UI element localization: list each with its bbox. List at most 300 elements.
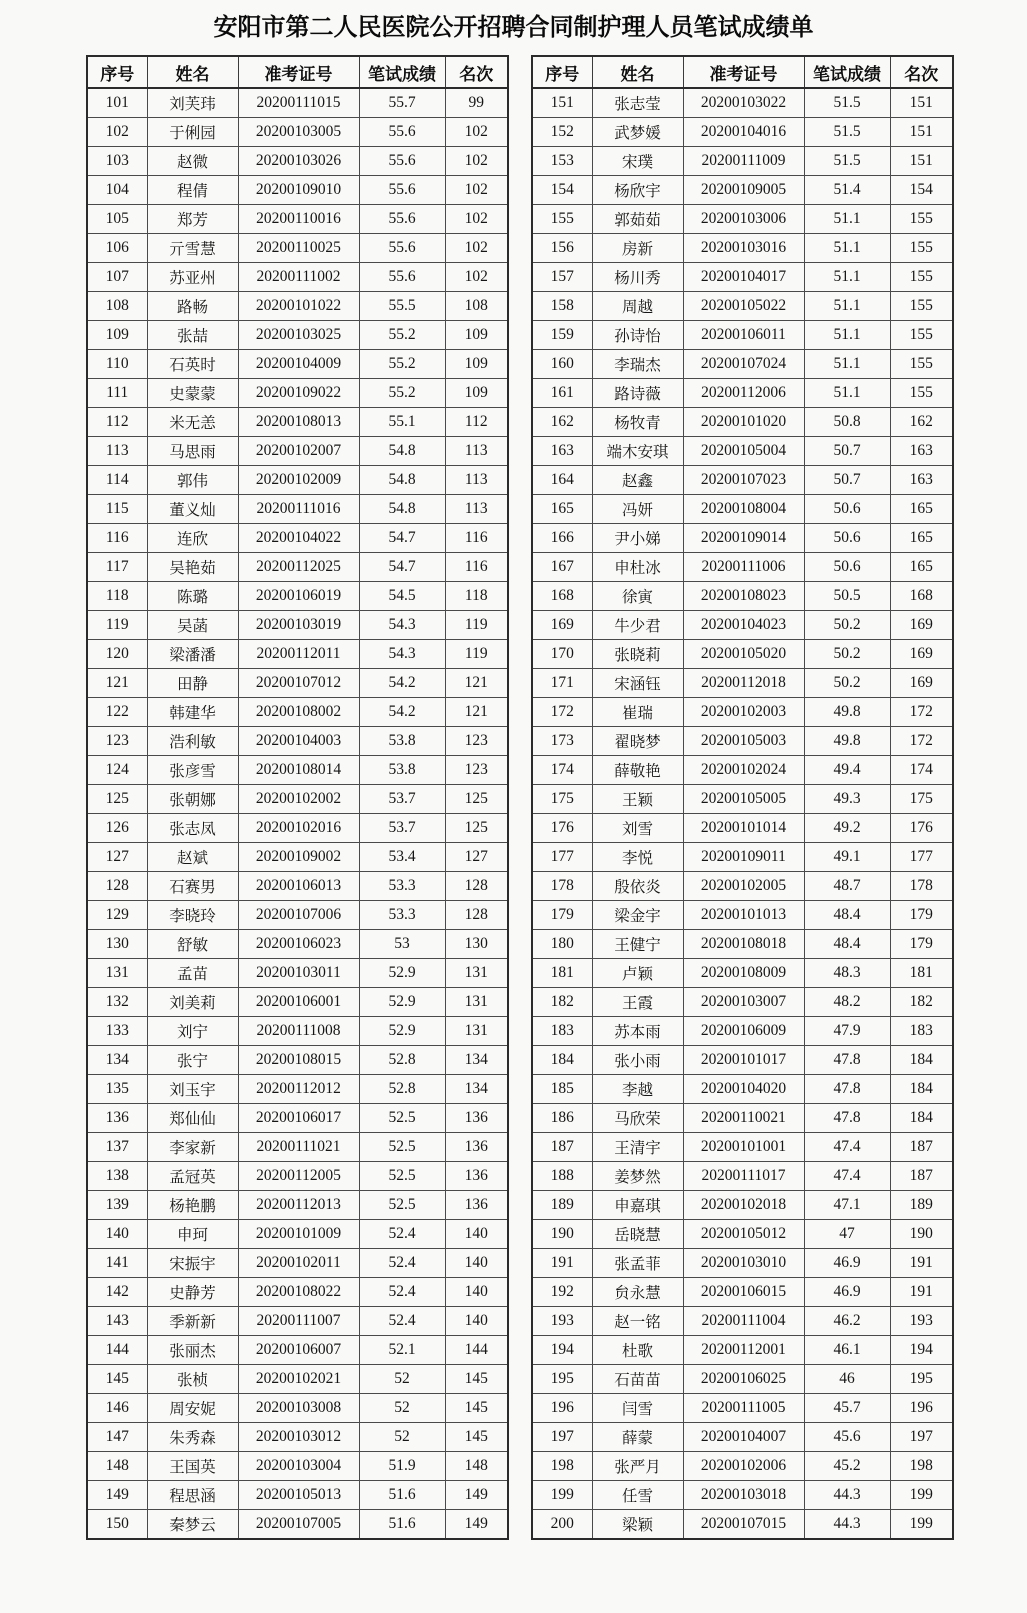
cell-ticket: 20200105022 [683,292,804,321]
cell-ticket: 20200102005 [683,872,804,901]
cell-ticket: 20200104007 [683,1423,804,1452]
cell-score: 55.2 [359,321,445,350]
cell-number: 180 [532,930,592,959]
cell-score: 49.2 [804,814,890,843]
score-table-left-header [87,56,508,88]
cell-name: 孙诗怡 [592,321,683,350]
cell-rank: 145 [445,1423,508,1452]
cell-rank: 144 [445,1336,508,1365]
cell-name: 王颖 [592,785,683,814]
page-title: 安阳市第二人民医院公开招聘合同制护理人员笔试成绩单 [213,14,814,41]
cell-name: 杨艳鹏 [147,1191,238,1220]
cell-number: 146 [87,1394,147,1423]
cell-rank: 148 [445,1452,508,1481]
cell-rank: 123 [445,756,508,785]
cell-ticket: 20200102016 [238,814,359,843]
cell-name: 李晓玲 [147,901,238,930]
cell-number: 154 [532,176,592,205]
table-row [87,959,508,988]
cell-score: 54.7 [359,553,445,582]
cell-ticket: 20200101013 [683,901,804,930]
cell-ticket: 20200102003 [683,698,804,727]
cell-number: 168 [532,582,592,611]
table-row [87,756,508,785]
cell-rank: 182 [890,988,953,1017]
cell-score: 52.8 [359,1075,445,1104]
cell-name: 马欣荣 [592,1104,683,1133]
table-row [87,1046,508,1075]
cell-ticket: 20200111016 [238,495,359,524]
cell-score: 48.4 [804,930,890,959]
cell-rank: 165 [890,495,953,524]
cell-score: 51.1 [804,350,890,379]
header-row [87,56,508,88]
table-row [87,205,508,234]
cell-score: 53.7 [359,785,445,814]
cell-number: 177 [532,843,592,872]
cell-number: 181 [532,959,592,988]
cell-score: 51.1 [804,321,890,350]
cell-ticket: 20200104017 [683,263,804,292]
cell-score: 47.4 [804,1133,890,1162]
cell-name: 申嘉琪 [592,1191,683,1220]
table-row [532,553,953,582]
cell-number: 131 [87,959,147,988]
cell-name: 李家新 [147,1133,238,1162]
cell-score: 55.2 [359,350,445,379]
cell-rank: 163 [890,466,953,495]
cell-rank: 121 [445,698,508,727]
cell-score: 55.6 [359,234,445,263]
cell-score: 54.2 [359,698,445,727]
cell-rank: 172 [890,698,953,727]
cell-name: 亓雪慧 [147,234,238,263]
cell-number: 153 [532,147,592,176]
cell-score: 47.9 [804,1017,890,1046]
cell-number: 150 [87,1510,147,1540]
cell-name: 申珂 [147,1220,238,1249]
cell-rank: 102 [445,118,508,147]
cell-name: 赵一铭 [592,1307,683,1336]
cell-name: 徐寅 [592,582,683,611]
cell-number: 178 [532,872,592,901]
cell-rank: 136 [445,1162,508,1191]
cell-score: 55.6 [359,263,445,292]
cell-rank: 155 [890,379,953,408]
cell-ticket: 20200107012 [238,669,359,698]
cell-rank: 113 [445,495,508,524]
cell-ticket: 20200103018 [683,1481,804,1510]
cell-rank: 102 [445,147,508,176]
table-row [532,1133,953,1162]
table-row [532,1394,953,1423]
cell-number: 143 [87,1307,147,1336]
cell-name: 李越 [592,1075,683,1104]
cell-number: 184 [532,1046,592,1075]
cell-ticket: 20200112005 [238,1162,359,1191]
cell-score: 46.9 [804,1249,890,1278]
cell-ticket: 20200109010 [238,176,359,205]
cell-score: 48.3 [804,959,890,988]
cell-rank: 149 [445,1510,508,1540]
cell-number: 174 [532,756,592,785]
cell-number: 111 [87,379,147,408]
cell-name: 姜梦然 [592,1162,683,1191]
cell-number: 104 [87,176,147,205]
table-row [532,727,953,756]
cell-name: 赵微 [147,147,238,176]
cell-number: 122 [87,698,147,727]
cell-score: 47.8 [804,1046,890,1075]
table-row [87,379,508,408]
cell-ticket: 20200111008 [238,1017,359,1046]
cell-score: 50.7 [804,437,890,466]
cell-number: 140 [87,1220,147,1249]
column-header-ticket: 准考证号 [683,56,804,88]
cell-number: 159 [532,321,592,350]
cell-name: 王健宁 [592,930,683,959]
cell-rank: 199 [890,1481,953,1510]
cell-rank: 131 [445,1017,508,1046]
table-row [532,263,953,292]
cell-number: 124 [87,756,147,785]
cell-ticket: 20200103005 [238,118,359,147]
cell-score: 53.3 [359,901,445,930]
cell-score: 55.1 [359,408,445,437]
cell-ticket: 20200103010 [683,1249,804,1278]
cell-name: 宋涵钰 [592,669,683,698]
cell-name: 刘美莉 [147,988,238,1017]
cell-rank: 140 [445,1220,508,1249]
table-row [532,234,953,263]
table-row [87,1162,508,1191]
table-row [532,930,953,959]
table-row [87,1220,508,1249]
score-table-left [86,55,509,1540]
cell-score: 53.8 [359,727,445,756]
cell-rank: 102 [445,263,508,292]
table-row [532,1307,953,1336]
table-row [532,1423,953,1452]
table-row [532,1075,953,1104]
table-row [532,350,953,379]
cell-rank: 155 [890,350,953,379]
cell-rank: 184 [890,1104,953,1133]
cell-ticket: 20200103016 [683,234,804,263]
cell-ticket: 20200106013 [238,872,359,901]
cell-rank: 154 [890,176,953,205]
table-row [87,88,508,118]
cell-number: 173 [532,727,592,756]
cell-ticket: 20200105003 [683,727,804,756]
cell-number: 190 [532,1220,592,1249]
score-table-right [531,55,954,1540]
cell-ticket: 20200102018 [683,1191,804,1220]
cell-rank: 123 [445,727,508,756]
cell-rank: 112 [445,408,508,437]
cell-score: 52.5 [359,1133,445,1162]
table-row [87,1133,508,1162]
cell-number: 176 [532,814,592,843]
table-row [87,350,508,379]
cell-rank: 179 [890,901,953,930]
cell-score: 54.8 [359,466,445,495]
table-row [87,814,508,843]
table-row [532,437,953,466]
table-row [532,205,953,234]
cell-number: 126 [87,814,147,843]
cell-ticket: 20200106015 [683,1278,804,1307]
cell-ticket: 20200107015 [683,1510,804,1540]
cell-rank: 130 [445,930,508,959]
cell-name: 张彦雪 [147,756,238,785]
table-row [532,959,953,988]
cell-rank: 155 [890,234,953,263]
cell-name: 张丽杰 [147,1336,238,1365]
table-row [532,785,953,814]
cell-number: 134 [87,1046,147,1075]
cell-name: 李悦 [592,843,683,872]
cell-rank: 174 [890,756,953,785]
cell-score: 50.8 [804,408,890,437]
cell-rank: 169 [890,669,953,698]
cell-ticket: 20200106011 [683,321,804,350]
cell-name: 岳晓慧 [592,1220,683,1249]
cell-ticket: 20200105004 [683,437,804,466]
cell-score: 52.5 [359,1104,445,1133]
cell-rank: 191 [890,1278,953,1307]
cell-ticket: 20200108002 [238,698,359,727]
cell-number: 165 [532,495,592,524]
cell-name: 杨欣宇 [592,176,683,205]
table-row [532,988,953,1017]
cell-name: 赵斌 [147,843,238,872]
cell-name: 李瑞杰 [592,350,683,379]
cell-number: 147 [87,1423,147,1452]
cell-name: 连欣 [147,524,238,553]
cell-score: 51.6 [359,1510,445,1540]
table-row [532,147,953,176]
cell-ticket: 20200101014 [683,814,804,843]
table-row [87,727,508,756]
cell-number: 186 [532,1104,592,1133]
cell-name: 韩建华 [147,698,238,727]
score-table-right-header [532,56,953,88]
cell-rank: 155 [890,292,953,321]
table-row [532,1278,953,1307]
table-row [532,756,953,785]
cell-score: 45.2 [804,1452,890,1481]
cell-name: 闫雪 [592,1394,683,1423]
cell-number: 187 [532,1133,592,1162]
table-row [532,1452,953,1481]
cell-name: 程倩 [147,176,238,205]
cell-ticket: 20200111015 [238,88,359,118]
cell-name: 石英时 [147,350,238,379]
cell-number: 101 [87,88,147,118]
table-row [87,1394,508,1423]
cell-ticket: 20200103008 [238,1394,359,1423]
cell-name: 路畅 [147,292,238,321]
cell-rank: 128 [445,901,508,930]
cell-ticket: 20200110021 [683,1104,804,1133]
cell-rank: 196 [890,1394,953,1423]
table-row [87,1191,508,1220]
cell-ticket: 20200110016 [238,205,359,234]
cell-number: 158 [532,292,592,321]
table-row [87,437,508,466]
cell-score: 52.9 [359,988,445,1017]
cell-rank: 179 [890,930,953,959]
cell-name: 张朝娜 [147,785,238,814]
cell-name: 舒敏 [147,930,238,959]
cell-rank: 140 [445,1278,508,1307]
cell-score: 51.9 [359,1452,445,1481]
cell-ticket: 20200108004 [683,495,804,524]
cell-score: 54.5 [359,582,445,611]
table-row [532,901,953,930]
cell-name: 郭伟 [147,466,238,495]
cell-score: 55.7 [359,88,445,118]
cell-ticket: 20200111004 [683,1307,804,1336]
table-row [87,292,508,321]
cell-rank: 168 [890,582,953,611]
cell-name: 郑仙仙 [147,1104,238,1133]
cell-rank: 119 [445,611,508,640]
cell-ticket: 20200101020 [683,408,804,437]
cell-score: 44.3 [804,1510,890,1540]
cell-rank: 175 [890,785,953,814]
cell-name: 牛少君 [592,611,683,640]
cell-score: 55.5 [359,292,445,321]
table-row [87,1336,508,1365]
cell-score: 49.4 [804,756,890,785]
table-row [87,1307,508,1336]
cell-ticket: 20200106001 [238,988,359,1017]
cell-rank: 134 [445,1075,508,1104]
table-row [87,611,508,640]
cell-name: 刘宁 [147,1017,238,1046]
cell-number: 200 [532,1510,592,1540]
cell-ticket: 20200111002 [238,263,359,292]
cell-name: 秦梦云 [147,1510,238,1540]
cell-number: 167 [532,553,592,582]
table-row [532,495,953,524]
cell-ticket: 20200112012 [238,1075,359,1104]
table-row [532,814,953,843]
cell-name: 武梦媛 [592,118,683,147]
table-row [532,582,953,611]
table-row [532,88,953,118]
cell-score: 50.2 [804,611,890,640]
cell-number: 130 [87,930,147,959]
cell-ticket: 20200109014 [683,524,804,553]
cell-name: 朱秀森 [147,1423,238,1452]
cell-number: 182 [532,988,592,1017]
cell-rank: 193 [890,1307,953,1336]
table-row [87,785,508,814]
cell-score: 54.3 [359,640,445,669]
cell-ticket: 20200109011 [683,843,804,872]
cell-ticket: 20200104020 [683,1075,804,1104]
table-row [532,611,953,640]
cell-name: 杨川秀 [592,263,683,292]
cell-ticket: 20200103022 [683,88,804,118]
cell-rank: 198 [890,1452,953,1481]
cell-rank: 102 [445,205,508,234]
table-row [87,582,508,611]
cell-ticket: 20200103011 [238,959,359,988]
score-table-right-body [532,88,953,1539]
cell-score: 51.5 [804,88,890,118]
table-row [87,1249,508,1278]
column-header-rank: 名次 [445,56,508,88]
table-row [87,1017,508,1046]
cell-ticket: 20200103006 [683,205,804,234]
table-row [87,234,508,263]
cell-score: 50.5 [804,582,890,611]
cell-rank: 102 [445,176,508,205]
cell-name: 吴菡 [147,611,238,640]
table-row [87,872,508,901]
cell-ticket: 20200106007 [238,1336,359,1365]
cell-name: 王国英 [147,1452,238,1481]
cell-score: 50.2 [804,669,890,698]
cell-rank: 187 [890,1133,953,1162]
cell-rank: 119 [445,640,508,669]
cell-rank: 155 [890,321,953,350]
cell-number: 144 [87,1336,147,1365]
document-page [0,7,1027,1540]
score-table-left-body [87,88,508,1539]
cell-score: 54.2 [359,669,445,698]
cell-score: 55.2 [359,379,445,408]
cell-score: 48.7 [804,872,890,901]
cell-number: 125 [87,785,147,814]
cell-rank: 149 [445,1481,508,1510]
cell-rank: 102 [445,234,508,263]
cell-rank: 113 [445,437,508,466]
cell-number: 149 [87,1481,147,1510]
cell-number: 110 [87,350,147,379]
table-row [87,669,508,698]
cell-score: 52.9 [359,1017,445,1046]
cell-name: 史静芳 [147,1278,238,1307]
cell-ticket: 20200104016 [683,118,804,147]
cell-ticket: 20200105005 [683,785,804,814]
cell-ticket: 20200102009 [238,466,359,495]
cell-number: 107 [87,263,147,292]
cell-score: 52.5 [359,1162,445,1191]
table-row [532,1336,953,1365]
table-row [532,1481,953,1510]
cell-ticket: 20200112001 [683,1336,804,1365]
cell-rank: 151 [890,118,953,147]
cell-name: 梁金宇 [592,901,683,930]
cell-ticket: 20200102021 [238,1365,359,1394]
cell-ticket: 20200103007 [683,988,804,1017]
cell-rank: 178 [890,872,953,901]
cell-ticket: 20200102002 [238,785,359,814]
cell-score: 52 [359,1365,445,1394]
cell-rank: 184 [890,1075,953,1104]
cell-score: 54.8 [359,495,445,524]
cell-number: 118 [87,582,147,611]
cell-name: 杨牧青 [592,408,683,437]
cell-score: 53.3 [359,872,445,901]
cell-number: 145 [87,1365,147,1394]
cell-rank: 169 [890,640,953,669]
